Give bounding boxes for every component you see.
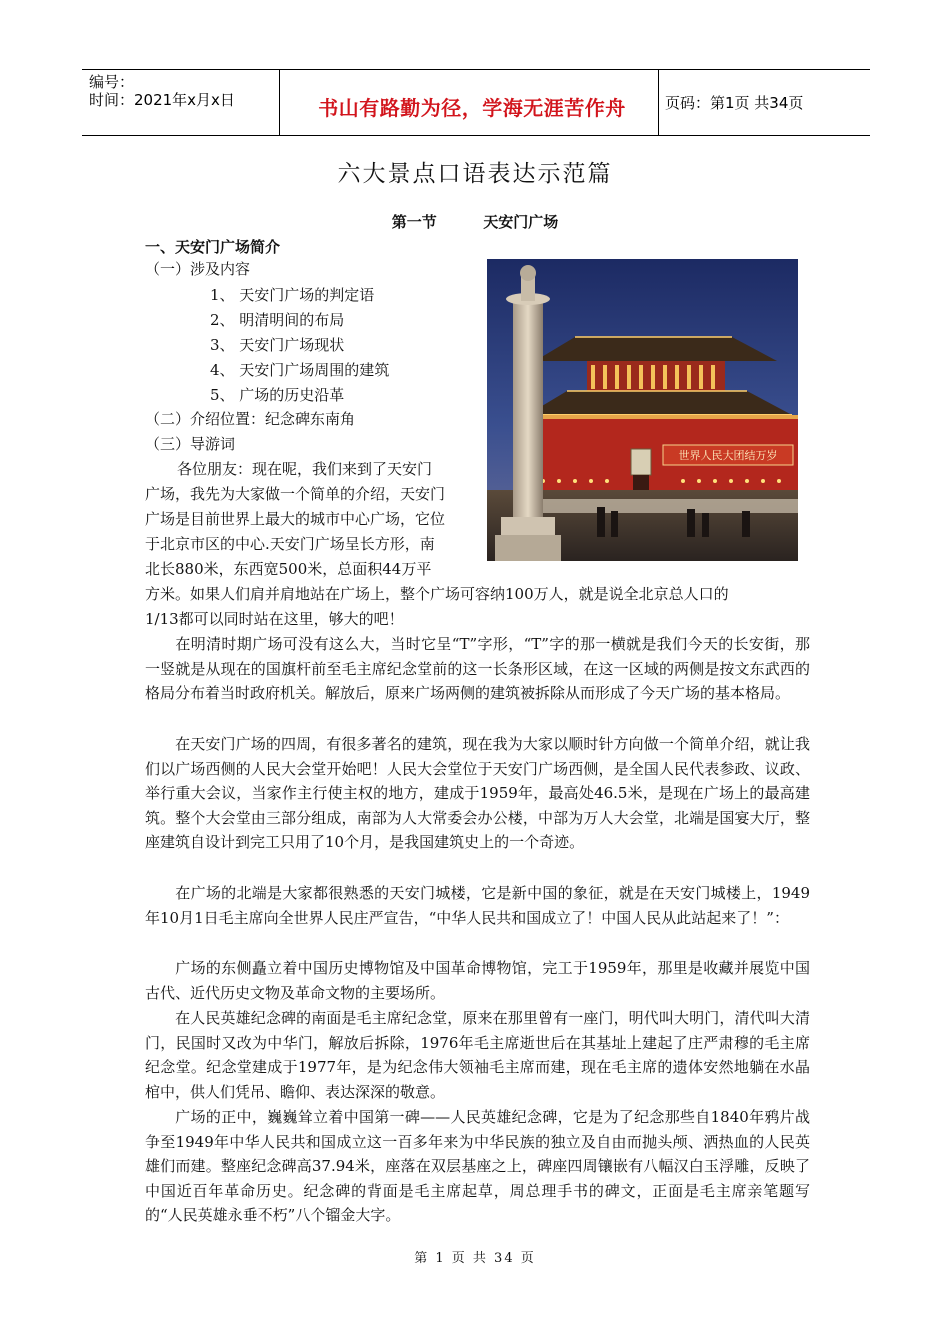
section-number: 第一节 [391,213,437,231]
paragraph-1-text: 在明清时期广场可没有这么大，当时它呈“T”字形，“T”字的那一横就是我们今天的长安街，那一竖就是从现在的国旗杆前至毛主席纪念堂前的这一长条形区域，在这一区域的两侧是按文东武西的格局分布着当时政府机关。解放后，原来广场两侧的建筑被拆除从而形成了今天广场的基本格局。 [145,635,810,703]
paragraph-3 [145,881,810,930]
outline-sub-5: 5、 广场的历史沿革 [210,386,345,404]
intro-line-7: 1/13都可以同时站在这里，够大的吧！ [145,610,404,628]
outline-item-1: （一）涉及内容 [145,260,251,278]
paragraph-2-text: 在天安门广场的四周，有很多著名的建筑，现在我为大家以顺时针方向做一个简单介绍，就让我们以广场西侧的人民大会堂开始吧！人民大会堂位于天安门广场西侧，是全国人民代表参政、议政、举行重大会议，当家作主行使主权的地方，建成于1959年，最高处46.5米，是现在广场上的最高建筑。整个大会堂由三部分组成，南部为人大常委会办公楼，中部为万人大会堂，北端是国宴大厅，整座建筑自设计到完工只用了10个月，是我国建筑史上的一个奇迹。 [145,735,810,852]
paragraph-4 [145,956,810,1005]
header-page-info: 页码：第1页 共34页 [665,94,804,112]
outline-sub-3: 3、 天安门广场现状 [210,336,345,354]
outline-item-3: （三）导游词 [145,435,236,453]
tiananmen-photo [487,259,798,561]
header-divider-left [279,69,280,136]
header-top-rule [82,69,870,70]
outline-sub-4: 4、 天安门广场周围的建筑 [210,361,390,379]
photo-banner-text: 世界人民大团结万岁 [678,449,778,462]
paragraph-3-text: 在广场的北端是大家都很熟悉的天安门城楼，它是新中国的象征，就是在天安门城楼上，1949年10月1日毛主席向全世界人民庄严宣告，“中华人民共和国成立了！中国人民从此站起来了！”： [145,884,810,927]
intro-line-4: 于北京市区的中心.天安门广场呈长方形，南 [145,535,435,553]
outline-sub-1: 1、 天安门广场的判定语 [210,286,375,304]
outline-sub-2: 2、 明清明间的布局 [210,311,345,329]
document-title: 六大景点口语表达示范篇 [337,161,613,187]
header-time: 时间：2021年x月x日 [89,91,235,109]
paragraph-6-text: 广场的正中，巍巍耸立着中国第一碑——人民英雄纪念碑，它是为了纪念那些自1840年鸦片战争至1949年中华人民共和国成立这一百多年来为中华民族的独立及自由而抛头颅、洒热血的人民英雄们而建。整座纪念碑高37.94米，座落在双层基座之上，碑座四周镶嵌有八幅汉白玉浮雕，反映了中国近百年革命历史。纪念碑的背面是毛主席起草，周总理手书的碑文，正面是毛主席亲笔题写的“人民英雄永垂不朽”八个镏金大字。 [145,1108,810,1225]
section-name: 天安门广场 [483,213,559,231]
header-motto: 书山有路勤为径，学海无涯苦作舟 [318,96,626,120]
intro-line-3: 广场是目前世界上最大的城市中心广场，它位 [145,510,446,528]
header-bottom-rule [82,135,870,136]
paragraph-5 [145,1006,810,1104]
paragraph-1 [145,632,810,706]
heading-1: 一、天安门广场简介 [145,238,281,256]
page-footer: 第 1 页 共 34 页 [414,1251,536,1266]
intro-line-1: 各位朋友：现在呢，我们来到了天安门 [177,460,433,478]
section-title [0,211,950,232]
paragraph-5-text: 在人民英雄纪念碑的南面是毛主席纪念堂，原来在那里曾有一座门，明代叫大明门，清代叫大清门，民国时又改为中华门，解放后拆除，1976年毛主席逝世后在其基址上建起了庄严肃穆的毛主席纪念堂。纪念堂建成于1977年，是为纪念伟大领袖毛主席而建，现在毛主席的遗体安然地躺在水晶棺中，供人们凭吊、瞻仰、表达深深的敬意。 [145,1009,810,1101]
paragraph-2 [145,732,810,855]
outline-item-2: （二）介绍位置：纪念碑东南角 [145,410,356,428]
paragraph-6 [145,1105,810,1228]
intro-line-6: 方米。如果人们肩并肩地站在广场上，整个广场可容纳100万人，就是说全北京总人口的 [145,585,729,603]
paragraph-4-text: 广场的东侧矗立着中国历史博物馆及中国革命博物馆，完工于1959年，那里是收藏并展览中国古代、近代历史文物及革命文物的主要场所。 [145,959,810,1002]
header-number: 编号： [89,73,135,91]
header-divider-right [658,69,659,136]
intro-line-5: 北长880米，东西宽500米，总面积44万平 [145,560,432,578]
intro-line-2: 广场，我先为大家做一个简单的介绍，天安门 [145,485,446,503]
